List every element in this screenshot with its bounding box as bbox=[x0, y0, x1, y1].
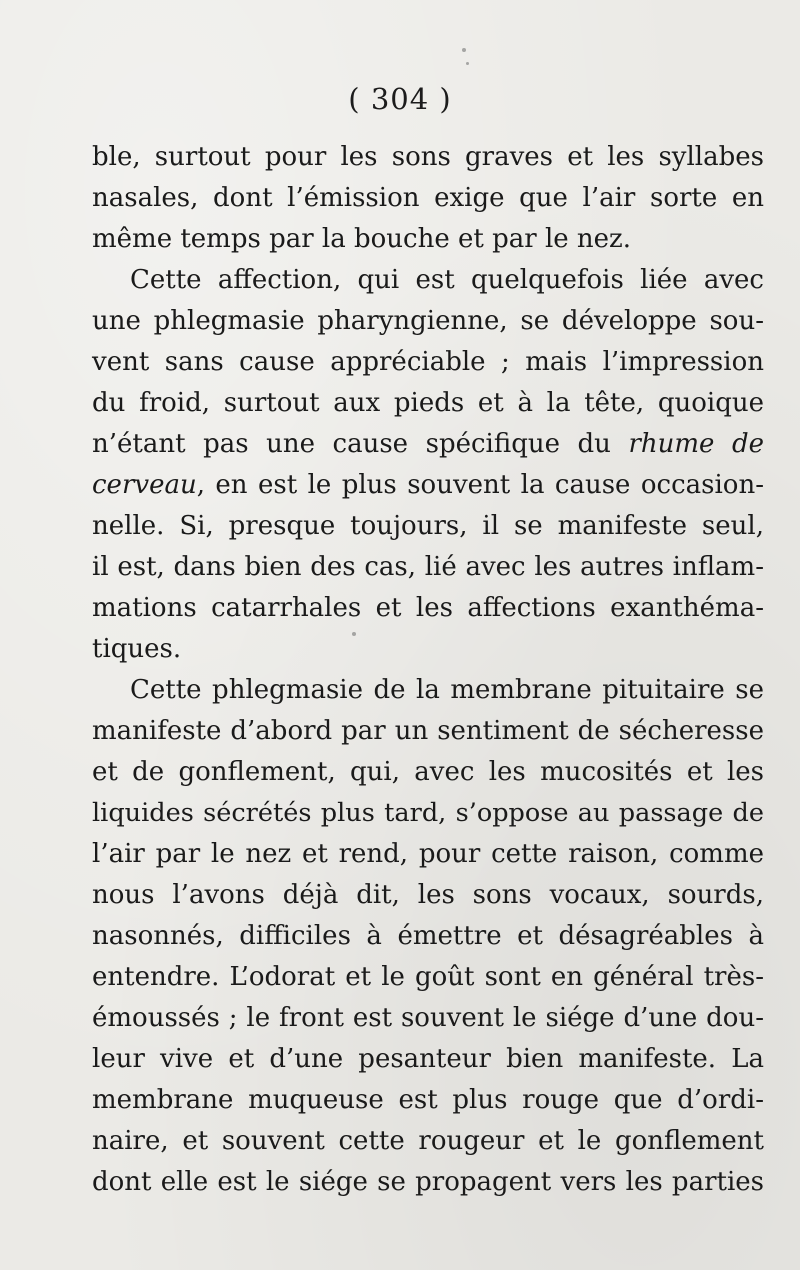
text-line: leur vive et d’une pesanteur bien manifeste. La bbox=[92, 1044, 764, 1074]
italic-term: cerveau bbox=[92, 470, 197, 500]
text-line: mations catarrhales et les affections exanthéma- bbox=[92, 593, 764, 623]
text-line: même temps par la bouche et par le nez. bbox=[92, 224, 632, 254]
text-line: Cette affection, qui est quelquefois liée avec bbox=[130, 265, 764, 295]
text-line: du froid, surtout aux pieds et à la tête, quoique bbox=[92, 388, 764, 418]
text-line: nous l’avons déjà dit, les sons vocaux, sourds, bbox=[92, 880, 764, 910]
text-line: liquides sécrétés plus tard, s’oppose au passage de bbox=[92, 798, 764, 828]
text-line: tiques. bbox=[92, 634, 182, 664]
text-line: naire, et souvent cette rougeur et le gonflement bbox=[92, 1126, 764, 1156]
text-line: membrane muqueuse est plus rouge que d’ordi- bbox=[92, 1085, 764, 1115]
text-line: l’air par le nez et rend, pour cette raison, comme bbox=[92, 839, 764, 869]
text-line: nasonnés, difficiles à émettre et désagréables à bbox=[92, 921, 764, 951]
text-line: entendre. L’odorat et le goût sont en général très- bbox=[92, 962, 764, 992]
text-line: n’étant pas une cause spécifique du rhume de bbox=[92, 429, 764, 459]
text-line: cerveau, en est le plus souvent la cause occasion- bbox=[92, 470, 764, 500]
text-line: une phlegmasie pharyngienne, se développe sou- bbox=[92, 306, 764, 336]
body-text bbox=[92, 137, 764, 1203]
text-line: ble, surtout pour les sons graves et les syllabes bbox=[92, 142, 764, 172]
text-line: Cette phlegmasie de la membrane pituitaire se bbox=[130, 675, 764, 705]
italic-term: rhume de bbox=[628, 429, 764, 459]
text-line: il est, dans bien des cas, lié avec les autres inflam- bbox=[92, 552, 764, 582]
text-line: et de gonflement, qui, avec les mucosités et les bbox=[92, 757, 764, 787]
page-speck bbox=[466, 62, 469, 65]
text-line: nelle. Si, presque toujours, il se manifeste seul, bbox=[92, 511, 764, 541]
text-line: vent sans cause appréciable ; mais l’impression bbox=[92, 347, 764, 377]
text-line: dont elle est le siége se propagent vers les parties bbox=[92, 1167, 764, 1197]
page-number: ( 304 ) bbox=[348, 82, 452, 116]
page-speck bbox=[462, 48, 466, 52]
text-line: émoussés ; le front est souvent le siége d’une dou- bbox=[92, 1003, 764, 1033]
text-line: nasales, dont l’émission exige que l’air sorte en bbox=[92, 183, 764, 213]
text-line: manifeste d’abord par un sentiment de sécheresse bbox=[92, 716, 764, 746]
